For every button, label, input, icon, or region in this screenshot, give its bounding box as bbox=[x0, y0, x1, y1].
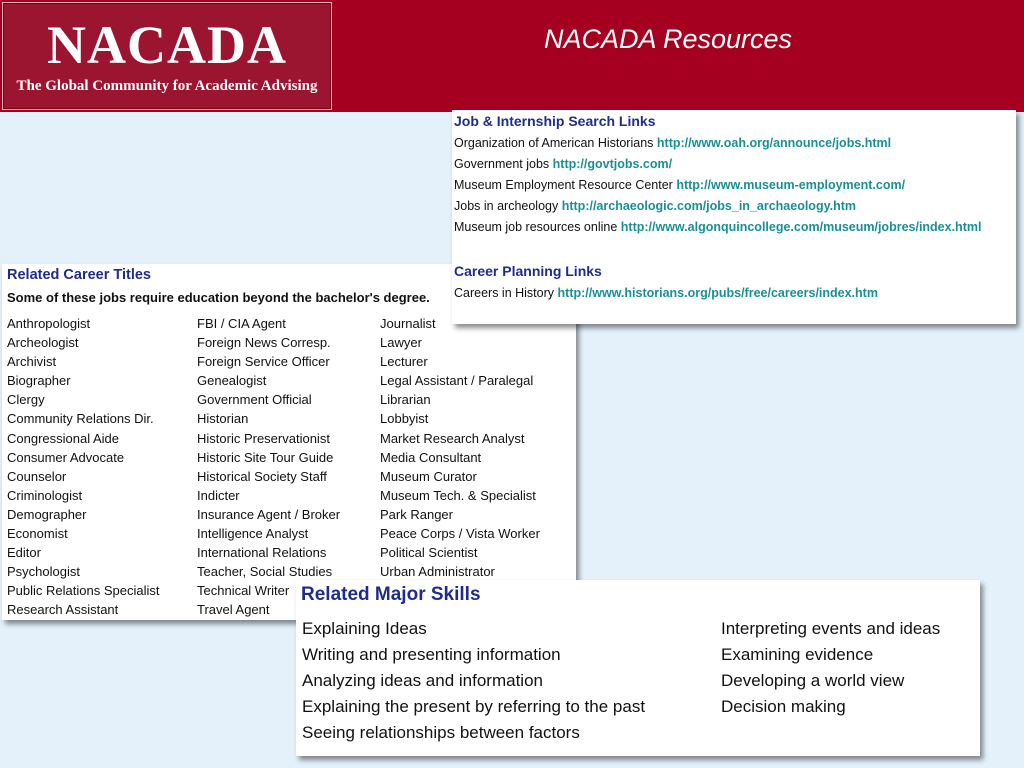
career-title-item: Historical Society Staff bbox=[197, 468, 327, 484]
career-column-3 bbox=[380, 314, 540, 581]
career-link-label: Careers in History bbox=[454, 286, 555, 300]
career-title-item: Economist bbox=[7, 526, 68, 542]
career-title-item: Demographer bbox=[7, 506, 87, 522]
career-title-item: Journalist bbox=[380, 316, 436, 331]
career-titles-heading: Related Career Titles bbox=[7, 267, 151, 283]
job-link-row bbox=[454, 136, 891, 150]
career-column-1 bbox=[7, 314, 159, 620]
career-title-item: Public Relations Specialist bbox=[7, 583, 160, 599]
job-link-row bbox=[454, 199, 856, 213]
career-title-item: Intelligence Analyst bbox=[197, 526, 309, 542]
job-search-links-panel bbox=[452, 110, 1016, 324]
career-title-item: Lobbyist bbox=[380, 411, 429, 427]
career-title-item: Genealogist bbox=[197, 373, 267, 389]
career-planning-heading: Career Planning Links bbox=[454, 263, 602, 279]
career-title-item: Government Official bbox=[197, 392, 312, 408]
career-title-item: Indicter bbox=[197, 487, 240, 503]
logo-tagline: The Global Community for Academic Advising bbox=[16, 78, 318, 94]
job-link-row bbox=[454, 157, 672, 171]
career-title-item: Librarian bbox=[380, 392, 431, 408]
career-link-row bbox=[454, 286, 878, 300]
career-title-item: Archivist bbox=[7, 354, 57, 370]
career-title-item: Psychologist bbox=[7, 564, 80, 580]
career-link-url[interactable]: http://www.historians.org/pubs/free/careers/index.htm bbox=[557, 286, 878, 300]
career-title-item: Teacher, Social Studies bbox=[197, 564, 333, 580]
skill-item: Explaining the present by referring to the past bbox=[302, 697, 646, 716]
career-title-item: Urban Administrator bbox=[380, 564, 495, 580]
career-title-item: Editor bbox=[7, 545, 41, 561]
skill-item: Decision making bbox=[721, 697, 846, 716]
career-title-item: Lawyer bbox=[380, 335, 422, 351]
job-search-heading: Job & Internship Search Links bbox=[454, 113, 656, 129]
skill-item: Examining evidence bbox=[721, 645, 874, 664]
skill-item: Writing and presenting information bbox=[302, 645, 561, 664]
page-title: NACADA Resources bbox=[543, 24, 793, 54]
career-title-item: Historic Preservationist bbox=[197, 430, 330, 446]
career-title-item: Peace Corps / Vista Worker bbox=[380, 526, 540, 542]
skill-item: Developing a world view bbox=[721, 671, 905, 690]
career-column-2 bbox=[197, 314, 340, 620]
career-title-item: Foreign News Corresp. bbox=[197, 335, 331, 351]
career-title-item: Foreign Service Officer bbox=[197, 354, 330, 370]
job-link-url[interactable]: http://www.museum-employment.com/ bbox=[676, 178, 906, 192]
major-skills-panel bbox=[296, 580, 980, 756]
career-title-item: Consumer Advocate bbox=[7, 449, 125, 465]
career-title-item: Counselor bbox=[7, 468, 67, 484]
career-title-item: Congressional Aide bbox=[7, 430, 120, 446]
career-title-item: Research Assistant bbox=[7, 602, 119, 618]
career-title-item: Travel Agent bbox=[197, 602, 270, 618]
job-link-url[interactable]: http://www.oah.org/announce/jobs.html bbox=[656, 136, 892, 150]
career-title-item: Legal Assistant / Paralegal bbox=[380, 373, 534, 389]
job-link-url[interactable]: http://archaeologic.com/jobs_in_archaeology.htm bbox=[561, 199, 856, 213]
career-title-item: Museum Curator bbox=[380, 468, 477, 484]
career-title-item: Media Consultant bbox=[380, 449, 482, 465]
job-link-label: Jobs in archeology bbox=[454, 199, 559, 213]
career-title-item: Archeologist bbox=[7, 335, 79, 351]
nacada-logo bbox=[2, 2, 332, 110]
major-skills-heading: Related Major Skills bbox=[301, 584, 481, 605]
skill-item: Interpreting events and ideas bbox=[721, 619, 941, 638]
career-title-item: Museum Tech. & Specialist bbox=[380, 487, 536, 503]
career-title-item: Clergy bbox=[7, 392, 45, 408]
job-link-url[interactable]: http://www.algonquincollege.com/museum/jobres/index.html bbox=[620, 220, 982, 234]
logo-word: NACADA bbox=[47, 15, 287, 75]
job-link-label: Museum job resources online bbox=[454, 220, 618, 234]
job-link-row bbox=[454, 220, 981, 234]
skill-item: Explaining Ideas bbox=[302, 619, 427, 638]
job-link-label: Organization of American Historians bbox=[454, 136, 654, 150]
job-link-label: Museum Employment Resource Center bbox=[454, 178, 673, 192]
job-link-url[interactable]: http://govtjobs.com/ bbox=[552, 157, 673, 171]
career-title-item: Technical Writer bbox=[197, 583, 290, 599]
career-title-item: Criminologist bbox=[7, 487, 83, 503]
skill-item: Analyzing ideas and information bbox=[302, 671, 543, 690]
career-title-item: Insurance Agent / Broker bbox=[197, 506, 341, 522]
career-title-item: Historic Site Tour Guide bbox=[197, 449, 334, 465]
skill-item: Seeing relationships between factors bbox=[302, 723, 580, 742]
skills-column-2 bbox=[721, 616, 940, 720]
career-title-item: FBI / CIA Agent bbox=[197, 316, 286, 331]
career-title-item: Historian bbox=[197, 411, 249, 427]
career-title-item: Park Ranger bbox=[380, 506, 453, 522]
career-title-item: Biographer bbox=[7, 373, 71, 389]
career-title-item: Community Relations Dir. bbox=[7, 411, 154, 427]
career-title-item: Anthropologist bbox=[7, 316, 91, 331]
job-link-row bbox=[454, 178, 905, 192]
skills-column-1 bbox=[302, 616, 645, 746]
career-title-item: Lecturer bbox=[380, 354, 428, 370]
header-banner bbox=[0, 0, 1024, 112]
job-link-label: Government jobs bbox=[454, 157, 550, 171]
career-title-item: Market Research Analyst bbox=[380, 430, 525, 446]
career-titles-note: Some of these jobs require education beyond the bachelor's degree. bbox=[7, 290, 430, 305]
career-title-item: Political Scientist bbox=[380, 545, 478, 561]
career-title-item: International Relations bbox=[197, 545, 327, 561]
